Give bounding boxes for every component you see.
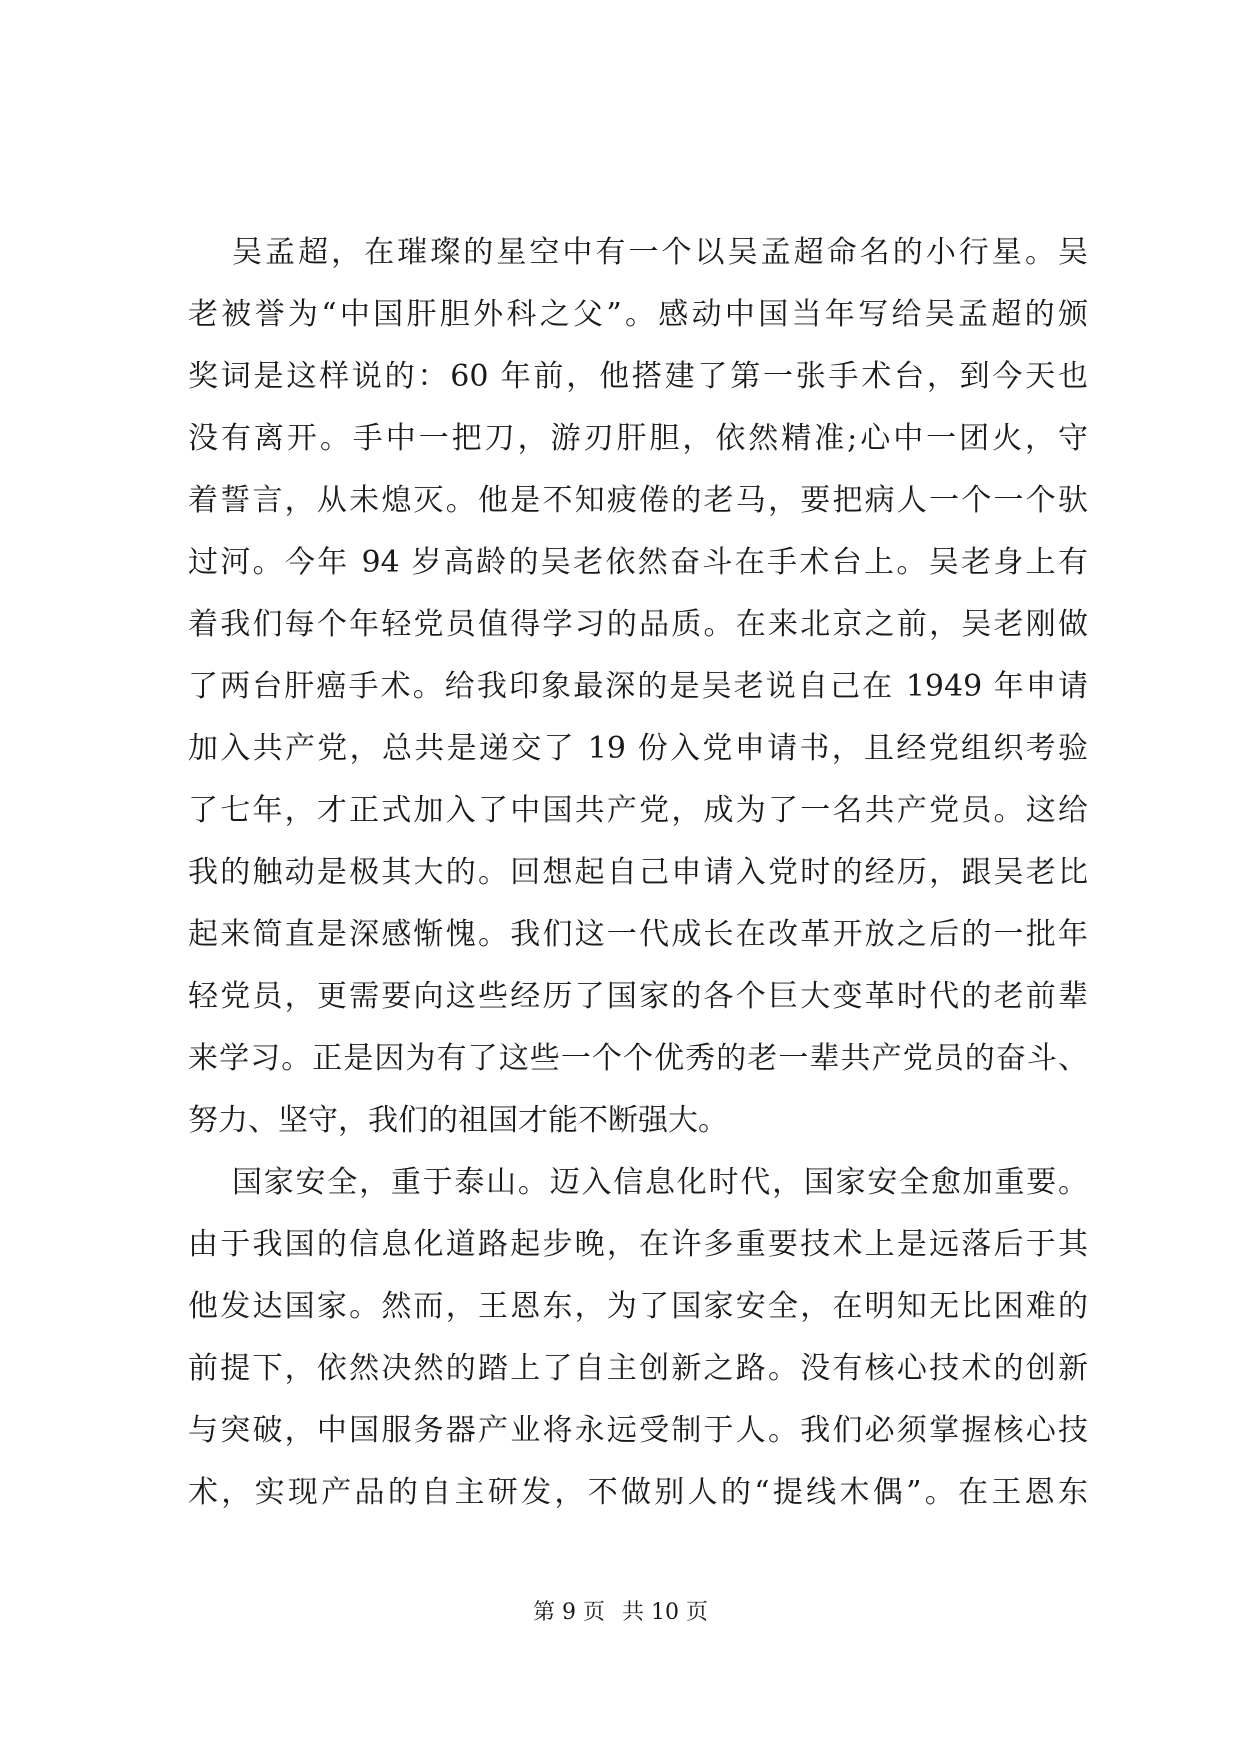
text-line: 过河。今年 94 岁高龄的吴老依然奋斗在手术台上。吴老身上有 — [188, 545, 1088, 580]
text-line: 前提下，依然决然的踏上了自主创新之路。没有核心技术的创新 — [188, 1351, 1088, 1386]
text-line: 他发达国家。然而，王恩东，为了国家安全，在明知无比困难的 — [188, 1289, 1088, 1324]
text-line: 轻党员，更需要向这些经历了国家的各个巨大变革时代的老前辈 — [188, 979, 1088, 1014]
text-line: 着誓言，从未熄灭。他是不知疲倦的老马，要把病人一个一个驮 — [188, 483, 1088, 518]
text-line: 我的触动是极其大的。回想起自己申请入党时的经历，跟吴老比 — [188, 855, 1088, 890]
text-line: 没有离开。手中一把刀，游刃肝胆，依然精准;心中一团火，守 — [188, 421, 1088, 456]
text-line: 起来简直是深感惭愧。我们这一代成长在改革开放之后的一批年 — [188, 917, 1088, 952]
paragraph-wu-mengchao — [188, 222, 1088, 1152]
text-line: 奖词是这样说的：60 年前，他搭建了第一张手术台，到今天也 — [188, 359, 1088, 394]
text-line: 术，实现产品的自主研发，不做别人的“提线木偶”。在王恩东 — [188, 1475, 1088, 1510]
text-line: 来学习。正是因为有了这些一个个优秀的老一辈共产党员的奋斗、 — [188, 1041, 1088, 1076]
text-line: 由于我国的信息化道路起步晚，在许多重要技术上是远落后于其 — [188, 1227, 1088, 1262]
text-line: 着我们每个年轻党员值得学习的品质。在来北京之前，吴老刚做 — [188, 607, 1088, 642]
paragraph-national-security — [188, 1152, 1088, 1524]
page-number: 第 9 页 — [533, 1600, 605, 1625]
text-line: 了七年，才正式加入了中国共产党，成为了一名共产党员。这给 — [188, 793, 1088, 828]
text-line: 了两台肝癌手术。给我印象最深的是吴老说自己在 1949 年申请 — [188, 669, 1088, 704]
body-text — [188, 222, 1088, 1524]
text-line: 老被誉为“中国肝胆外科之父”。感动中国当年写给吴孟超的颁 — [188, 297, 1088, 332]
text-line: 与突破，中国服务器产业将永远受制于人。我们必须掌握核心技 — [188, 1413, 1088, 1448]
text-line: 加入共产党，总共是递交了 19 份入党申请书，且经党组织考验 — [188, 731, 1088, 766]
text-line: 努力、坚守，我们的祖国才能不断强大。 — [188, 1103, 728, 1138]
text-line: 国家安全，重于泰山。迈入信息化时代，国家安全愈加重要。 — [232, 1165, 1088, 1200]
page-footer — [0, 1595, 1241, 1626]
text-line: 吴孟超，在璀璨的星空中有一个以吴孟超命名的小行星。吴 — [232, 235, 1088, 270]
page-total: 共 10 页 — [622, 1600, 708, 1625]
